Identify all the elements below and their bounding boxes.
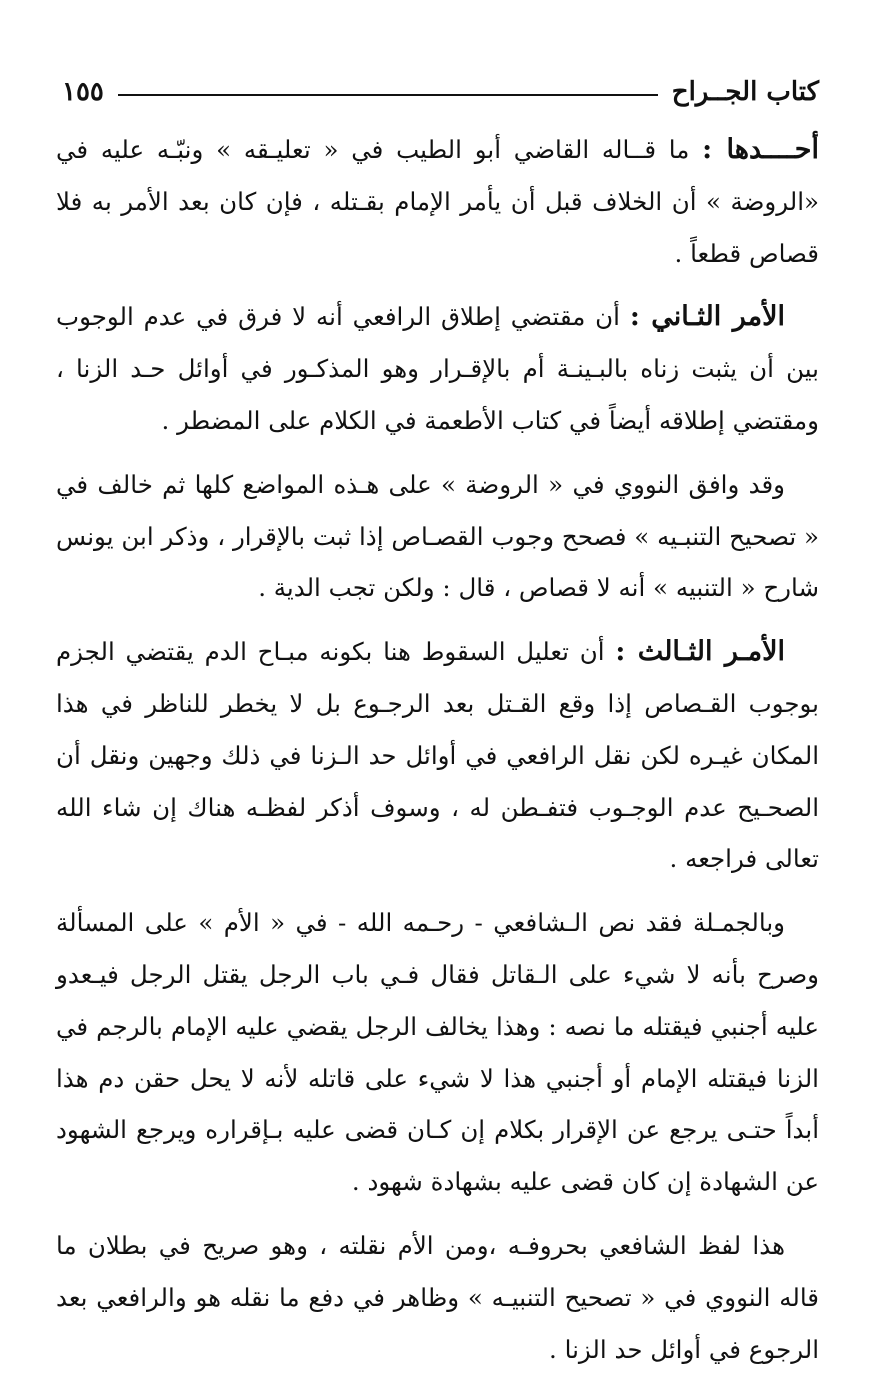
- paragraph-heading: الأمـر الثـالث :: [615, 636, 785, 668]
- paragraph-text: أن تعليل السقوط هنا بكونه مبـاح الدم يقتضي الجزم بوجوب القـصاص إذا وقع القـتل بعد الرجـوع بل لا يخطر للناظر في هذا المكان غيـره لكن نقل الرافعي في أوائل حد الـزنا في ذلك وجهين ونقل أن الصحـيح عدم الوجـوب فتفـطن له ، وسوف أذكر لفظـه هناك إن شاء الله تعالى فراجعه .: [56, 637, 819, 874]
- paragraph-text: وقد وافق النووي في « الروضة » على هـذه المواضع كلها ثم خالف في « تصحيح التنبـيه » فصحح وجوب القصـاص إذا ثبت بالإقرار ، وذكر ابن يونس شارح « التنبيه » أنه لا قصاص ، قال : ولكن تجب الدية .: [56, 469, 819, 603]
- paragraph-third-matter: [56, 626, 819, 885]
- paragraph-second-matter: [56, 291, 819, 446]
- chapter-title: كتاب الجــراح: [671, 77, 819, 107]
- paragraph-heading: أحــــدها :: [702, 134, 819, 165]
- paragraph-text: ما قــاله القاضي أبو الطيب في « تعليـقه » ونبّـه عليه في «الروضة » أن الخلاف قبل أن يأمر الإمام بقـتله ، فإن كان بعد الأمر به فلا قصاص قطعاً .: [56, 135, 819, 268]
- page-body: [56, 124, 819, 1387]
- paragraph-text: وبالجمـلة فقد نص الـشافعي - رحـمه الله - في « الأم » على المسألة وصرح بأنه لا شيء على الـقاتل فقال فـي باب الرجل يقتل الرجل فيـعدو عليه أجنبي فيقتله ما نصه : وهذا يخالف الرجل يقضي عليه الإمام بالرجم في الزنا فيقتله الإمام أو أجنبي هذا لا شيء على قاتله لأنه لا يحل حقن دم هذا أبداً حتـى يرجع عن الإقرار بكلام إن كـان قضى عليه بـإقراره ويرجع الشهود عن الشهادة إن كان قضى عليه بشهادة شهود .: [56, 908, 819, 1197]
- paragraph-conclusion: [56, 1220, 819, 1375]
- paragraph-text: هذا لفظ الشافعي بحروفـه ،ومن الأم نقلته ، وهو صريح في بطلان ما قاله النووي في « تصحيح التنبيـه » وظاهر في دفع ما نقله هو والرافعي بعد الرجوع في أوائل حد الزنا .: [56, 1230, 819, 1364]
- page-header: [62, 72, 819, 112]
- header-rule: [118, 94, 658, 96]
- paragraph-shafii-text: [56, 897, 819, 1208]
- paragraph-first-matter: [56, 124, 819, 279]
- paragraph-text: أن مقتضي إطلاق الرافعي أنه لا فرق في عدم الوجوب بين أن يثبت زناه بالبـينـة أم بالإقـرار وهو المذكـور في أوائل حـد الزنا ، ومقتضي إطلاقه أيضاً في كتاب الأطعمة في الكلام على المضطر .: [56, 302, 819, 435]
- paragraph-nawawi-agreement: [56, 459, 819, 614]
- paragraph-heading: الأمر الثـاني :: [629, 301, 785, 333]
- page-number: ١٥٥: [62, 77, 104, 107]
